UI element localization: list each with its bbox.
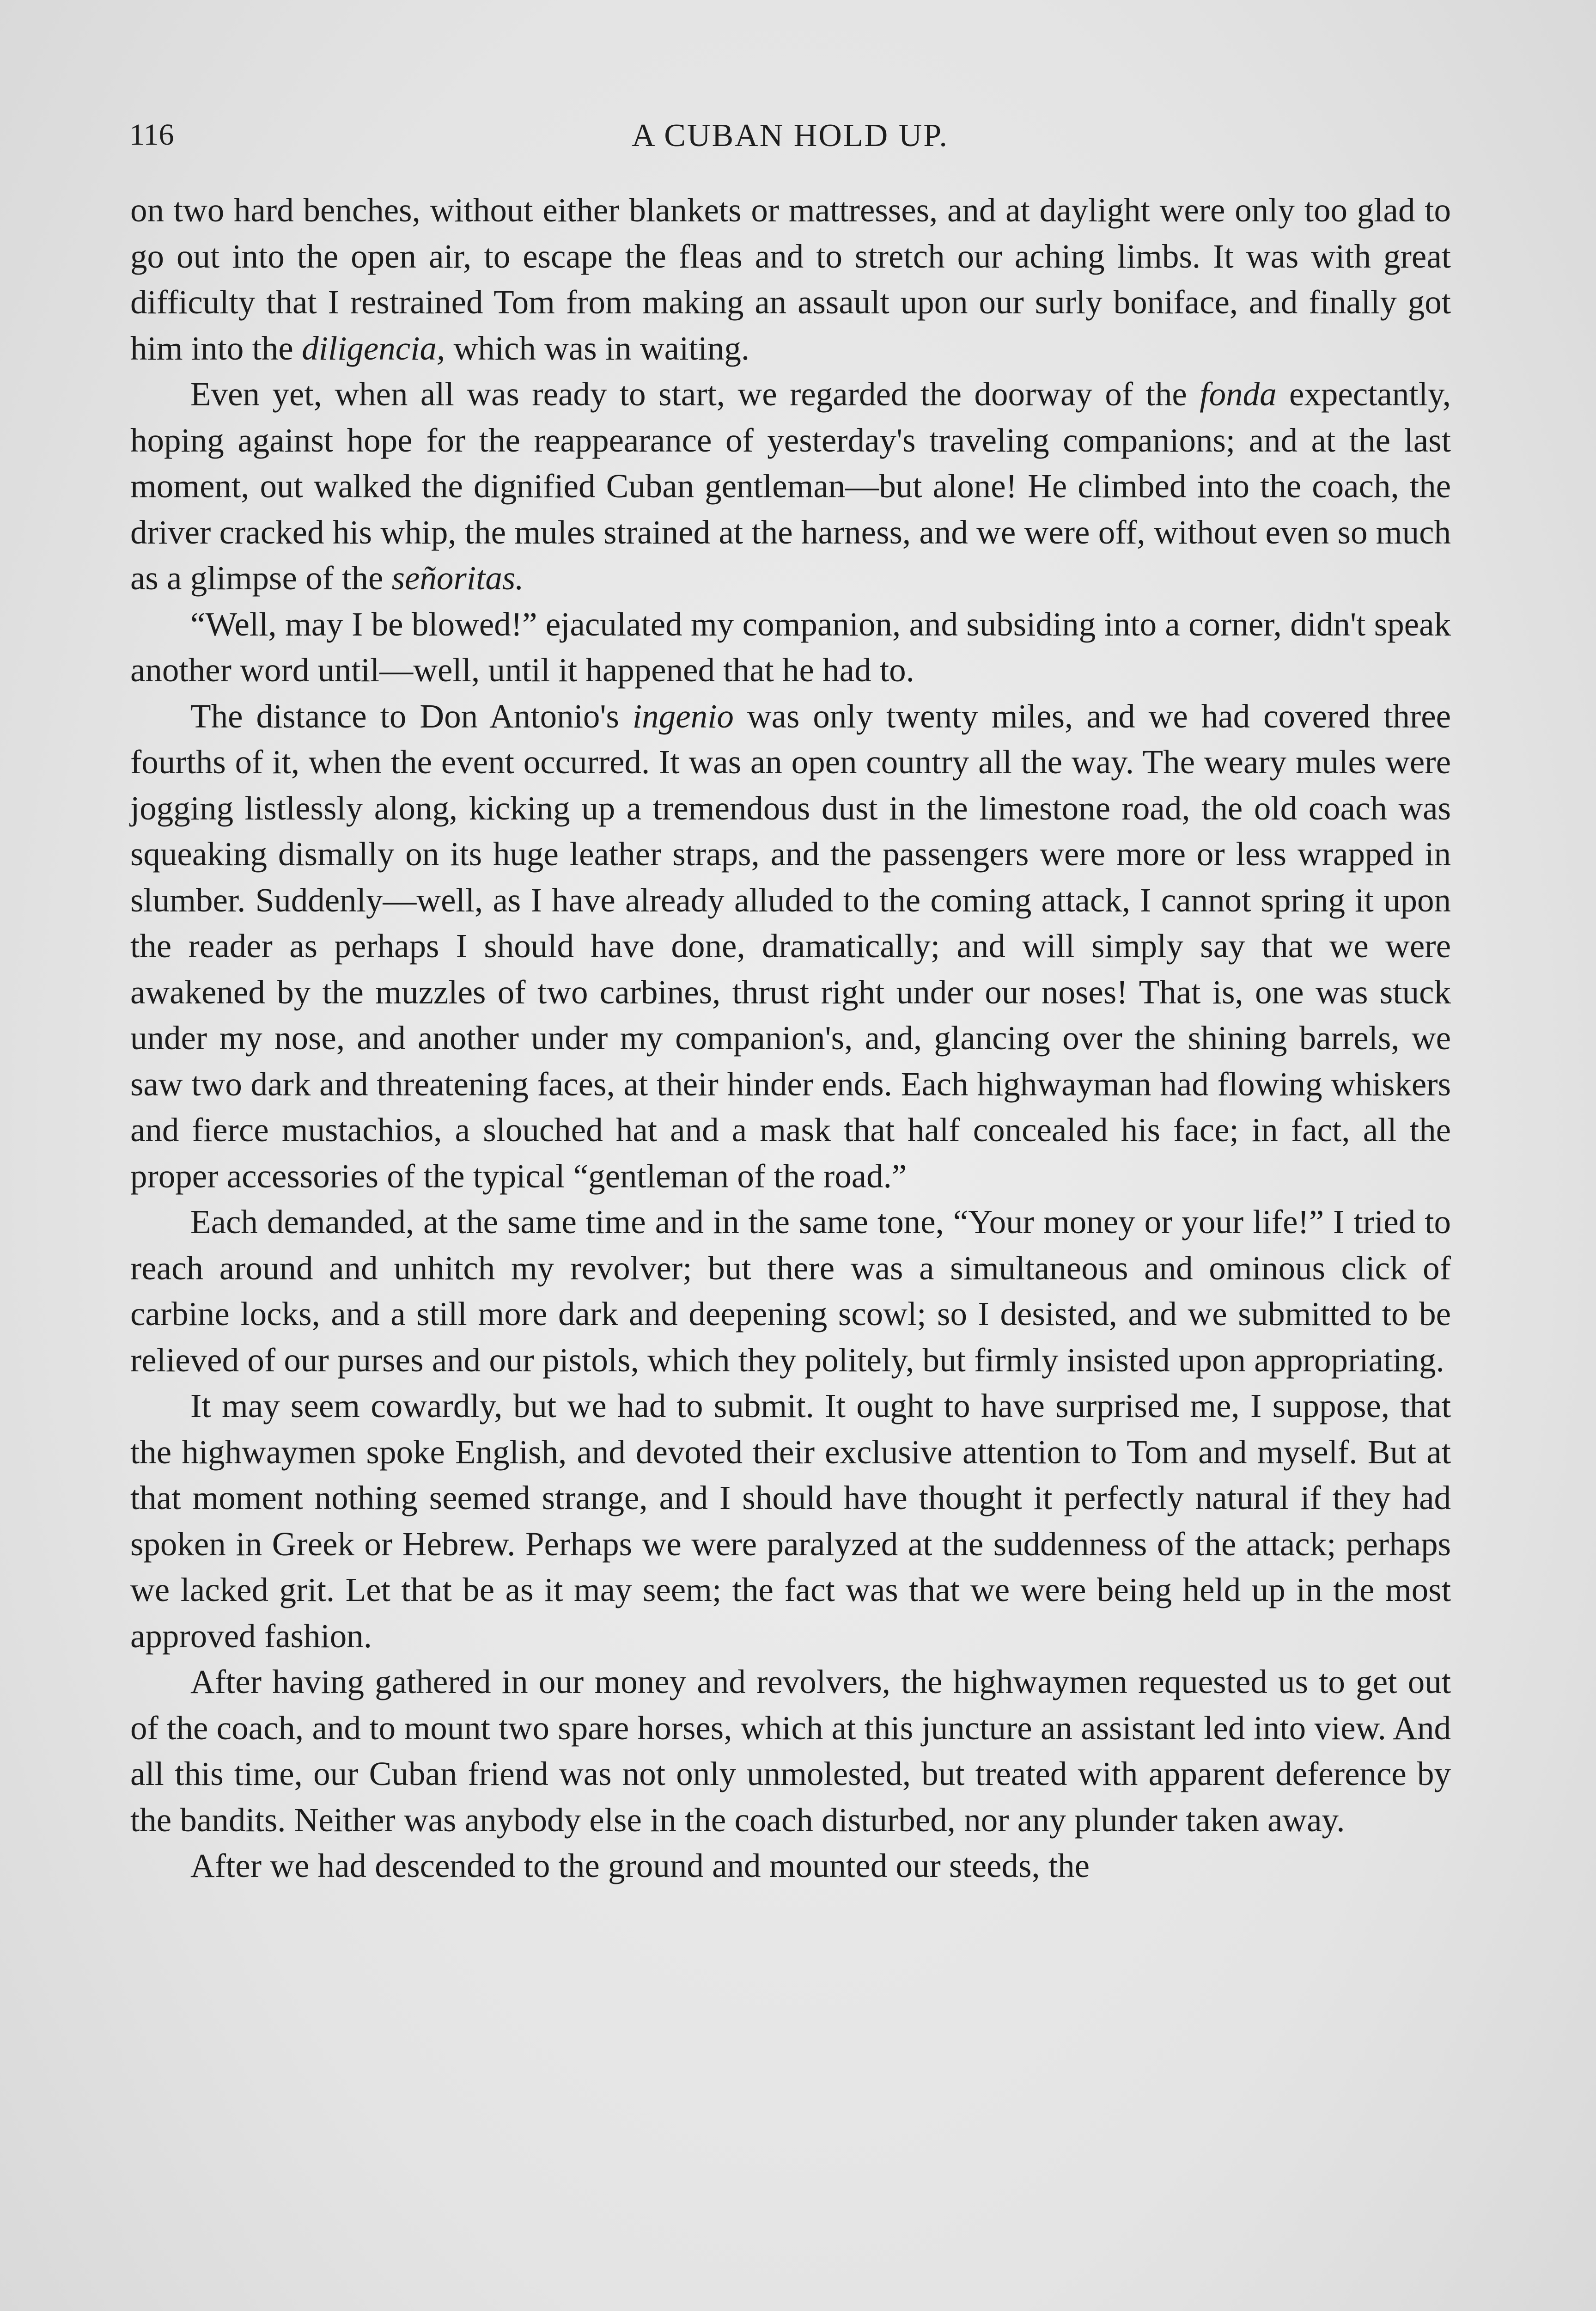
page-number: 116 bbox=[129, 118, 174, 152]
body-text bbox=[130, 187, 1451, 1889]
paragraph-4-italic-ingenio: ingenio bbox=[632, 697, 734, 735]
paragraph-2-italic-senoritas: señoritas. bbox=[391, 559, 524, 597]
paragraph-7: After having gathered in our money and revolvers, the highwaymen requested us to get out of the coach, and to mount two spare horses, which at this juncture an assistant led into view. And all this time, our Cuban friend was not only unmolested, but treated with apparent deference by the bandits. Neither was anybody else in the coach disturbed, nor any plunder taken away. bbox=[130, 1663, 1451, 1839]
paragraph-4-text-a: The distance to Don Antonio's bbox=[190, 697, 633, 735]
paragraph-2-text-a: Even yet, when all was ready to start, we regarded the doorway of the bbox=[190, 375, 1200, 413]
paragraph-1-italic-diligencia: diligencia, bbox=[302, 329, 445, 367]
paragraph-2 bbox=[130, 371, 1451, 601]
paragraph-5: Each demanded, at the same time and in the same tone, “Your money or your life!” I tried to reach around and unhitch my revolver; but there was a simultaneous and ominous click of carbine locks, and a still more dark and deepening scowl; so I desisted, and we submitted to be relieved of our purses and our pistols, which they politely, but firmly insisted upon appropriating. bbox=[130, 1203, 1451, 1379]
paragraph-3: “Well, may I be blowed!” ejaculated my companion, and subsiding into a corner, didn't speak another word until—well, until it happened that he had to. bbox=[130, 605, 1451, 689]
paragraph-2-italic-fonda: fonda bbox=[1200, 375, 1277, 413]
paragraph-2-text-b: expectantly, hoping against hope for the reappearance of yesterday's traveling companions; and at the last moment, out walked the dignified Cuban gentleman—but alone! He climbed into the coach, the driver cracked his whip, the mules strained at the harness, and we were off, without even so much as a glimpse of the bbox=[130, 375, 1451, 597]
paragraph-1 bbox=[130, 187, 1451, 371]
paragraph-8: After we had descended to the ground and mounted our steeds, the bbox=[190, 1847, 1090, 1884]
paragraph-1-text-a: on two hard benches, without either blankets or mattresses, and at daylight were only too glad to go out into the open air, to escape the fleas and to stretch our aching limbs. It was with great difficulty that I restrained Tom from making an assault upon our surly boniface, and finally got him into the bbox=[130, 191, 1451, 367]
paragraph-4 bbox=[130, 693, 1451, 1199]
running-head bbox=[129, 111, 1451, 166]
paragraph-1-text-b: which was in waiting. bbox=[445, 329, 750, 367]
paragraph-6: It may seem cowardly, but we had to submit. It ought to have surprised me, I suppose, that the highwaymen spoke English, and devoted their exclusive attention to Tom and myself. But at that moment nothing seemed strange, and I should have thought it perfectly natural if they had spoken in Greek or Hebrew. Perhaps we were paralyzed at the suddenness of the attack; perhaps we lacked grit. Let that be as it may seem; the fact was that we were being held up in the most approved fashion. bbox=[130, 1387, 1451, 1655]
paragraph-4-text-b: was only twenty miles, and we had covered three fourths of it, when the event occurred. It was an open country all the way. The weary mules were jogging listlessly along, kicking up a tremendous dust in the limestone road, the old coach was squeaking dismally on its huge leather straps, and the passengers were more or less wrapped in slumber. Suddenly—well, as I have already alluded to the coming attack, I cannot spring it upon the reader as perhaps I should have done, dramatically; and will simply say that we were awakened by the muzzles of two carbines, thrust right under our noses! That is, one was stuck under my nose, and another under my companion's, and, glancing over the shining barrels, we saw two dark and threatening faces, at their hinder ends. Each highwayman had flowing whiskers and fierce mustachios, a slouched hat and a mask that half concealed his face; in fact, all the proper accessories of the typical “gentleman of the road.” bbox=[130, 697, 1451, 1195]
running-title: A CUBAN HOLD UP. bbox=[632, 118, 949, 153]
